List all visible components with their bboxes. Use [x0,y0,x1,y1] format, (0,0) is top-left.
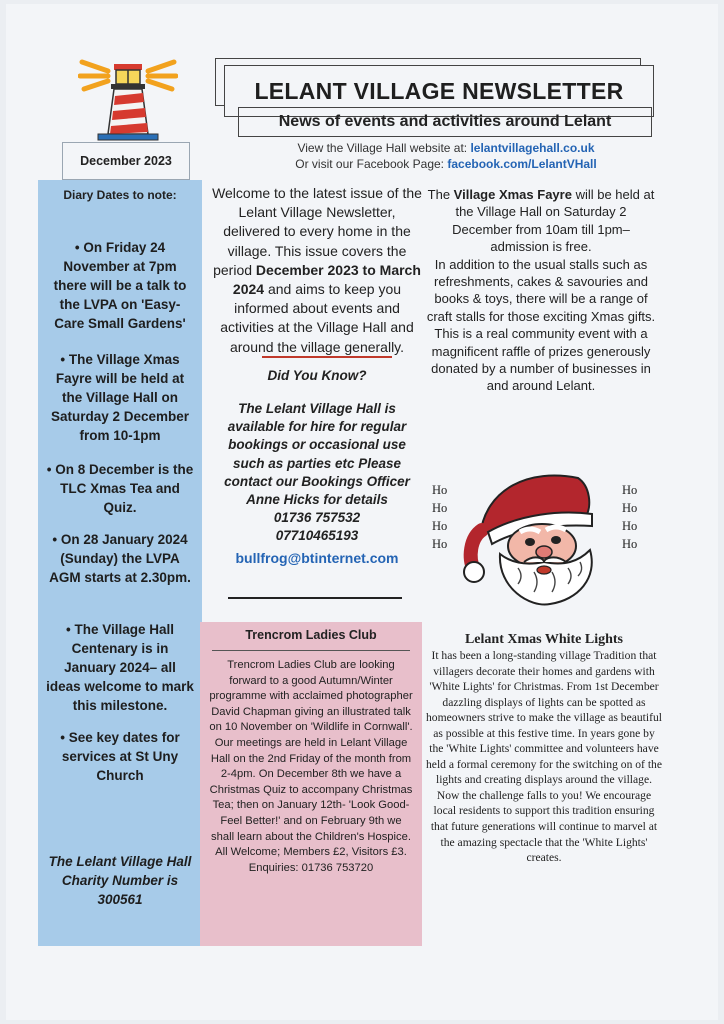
newsletter-subtitle: News of events and activities around Lelant [238,107,652,137]
ho-text: Ho [622,501,638,515]
ladies-club-title: Trencrom Ladies Club [245,628,377,642]
diary-item: • The Village Hall Centenary is in January 2024– all ideas welcome to mark this milestone. [46,622,194,713]
ho-text: Ho [432,483,448,497]
intro-paragraph [212,184,422,357]
charity-number: The Lelant Village Hall Charity Number is 300561 [48,854,192,907]
red-divider [262,356,392,358]
diary-item: • On 8 December is the TLC Xmas Tea and Quiz. [46,462,194,515]
diary-item: • On 28 January 2024 (Sunday) the LVPA AGM starts at 2.30pm. [49,532,191,585]
newsletter-title: LELANT VILLAGE NEWSLETTER [224,65,654,117]
links-block [246,140,646,172]
ho-left [432,481,447,553]
intro-text-end: and aims to keep you informed about events and activities at the Village Hall and around the village generally. [220,281,414,355]
hire-text: The Lelant Village Hall is available for hire for regular bookings or occasional use such as parties etc Please contact our Bookings Officer Anne Hicks for details [224,401,410,508]
ho-text: Ho [432,501,448,515]
ladies-club-divider [212,650,410,651]
intro-text: Welcome to the latest issue of the Lelant Village Newsletter, delivered to every home in the village. This issue covers the period [212,185,422,278]
black-divider [228,597,402,599]
ho-text: Ho [432,519,448,533]
facebook-link[interactable]: facebook.com/LelantVHall [447,157,597,171]
facebook-line [246,156,646,172]
lighthouse-icon [78,56,178,142]
santa-icon [460,458,610,610]
fayre-paragraph [426,186,656,256]
diary-sidebar [38,180,202,946]
mobile-number: 07710465193 [275,528,359,544]
phone-number: 01736 757532 [273,510,361,526]
white-lights-body: It has been a long-standing village Tradition that villagers decorate their homes and gardens with 'White Lights' for Christmas. From 1st December dazzling displays of lights can be spotted as homeowners strive to make the village as beautiful as possible at this festive time. In years gone by the 'White Lights' committee and volunteers have held a formal ceremony for the switching on of the lights and creating displays around the village. Now the challenge falls to you! We encourage local residents to support this tradition ensuring that future generations will continue to marvel at the amazing spectacle that the 'White Lights' creates. [426,649,662,865]
diary-item: • See key dates for services at St Uny Church [60,730,180,783]
ladies-club-paragraph: Our meetings are held in Lelant Village Hall on the 2nd Friday of the month from 2-4pm. On December 8th we have a Christmas Quiz to accompany Christmas Tea; then on January 12th- 'Look Good-Feel Better!' and on February 9th we shall learn about the Children's Hospice. [209,736,413,843]
ladies-club-paragraph: All Welcome; Members £2, Visitors £3. Enquiries: 01736 753720 [215,846,407,874]
ladies-club-box [200,622,422,946]
diary-item: • On Friday 24 November at 7pm there will be a talk to the LVPA on 'Easy-Care Small Gardens' [53,240,187,331]
fayre-paragraph: In addition to the usual stalls such as refreshments, cakes & savouries and books & toys, there will be a range of craft stalls for those exciting Xmas gifts. [426,256,656,324]
fayre-article [426,186,656,395]
website-link[interactable]: lelantvillagehall.co.uk [470,141,595,155]
ho-right [622,481,637,553]
email-link[interactable]: bullfrog@btinternet.com [235,550,399,566]
ho-text: Ho [622,537,638,551]
fayre-text: will be held at the Village Hall on Saturday 2 December from 10am till 1pm– admission is free. [452,187,655,255]
fayre-paragraph: This is a real community event with a magnificent raffle of prizes generously donated by a number of businesses in and around Lelant. [431,326,651,394]
ladies-club-paragraph: Trencrom Ladies Club are looking forward to a good Autumn/Winter programme with acclaimed photographer David Chapman giving an illustrated talk on 10 November on 'Wildlife in Cornwall'. [209,659,413,734]
fayre-name: Village Xmas Fayre [453,187,572,202]
ho-text: Ho [622,483,638,497]
white-lights-title: Lelant Xmas White Lights [464,632,624,647]
facebook-text: Or visit our Facebook Page: [295,157,444,171]
website-text: View the Village Hall website at: [297,141,468,155]
issue-date: December 2023 [62,142,190,180]
diary-item: • The Village Xmas Fayre will be held at the Village Hall on Saturday 2 December from 10-1pm [50,352,190,443]
diary-heading: Diary Dates to note: [63,188,177,202]
fayre-prefix: The [427,187,454,202]
title-frame [215,58,641,106]
did-you-know-body [212,400,422,546]
intro-period: December 2023 to March 2024 [232,261,421,298]
website-line [246,140,646,156]
ho-text: Ho [622,519,638,533]
ho-text: Ho [432,537,448,551]
ladies-club-body [208,658,414,876]
did-you-know-title: Did You Know? [267,368,367,383]
